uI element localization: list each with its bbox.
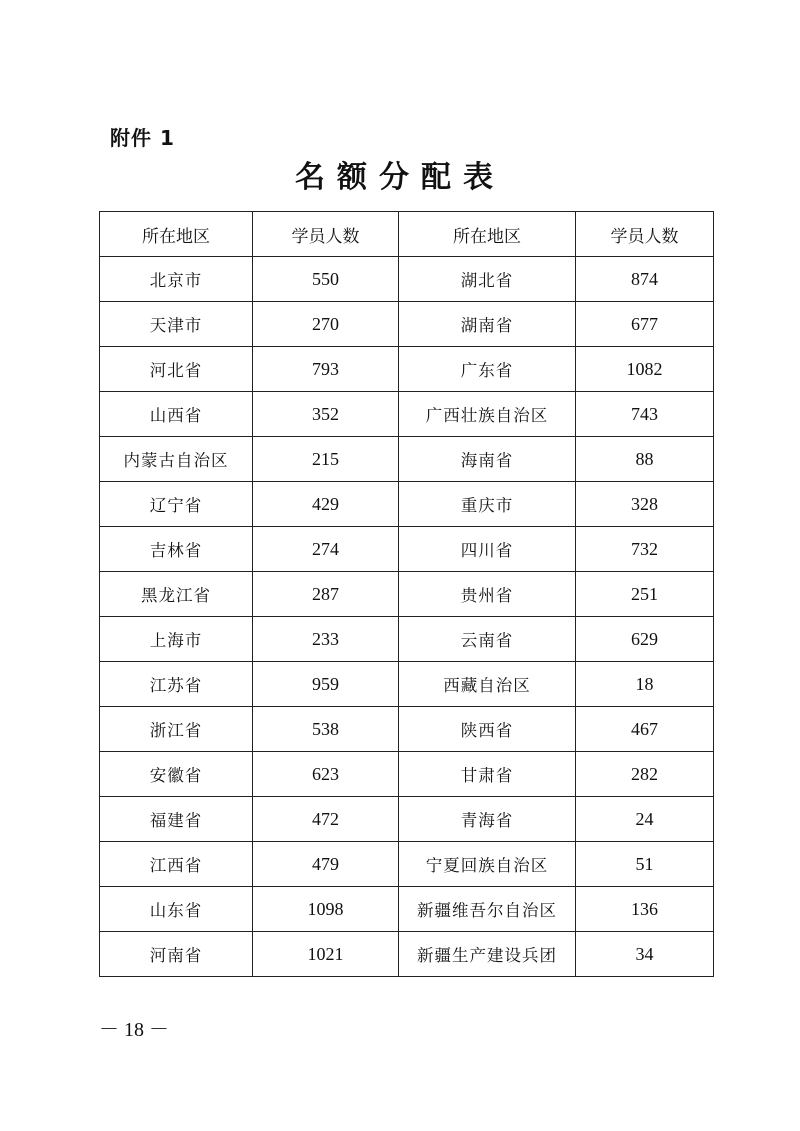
header-count-right: 学员人数 — [576, 212, 714, 257]
cell-region-left: 天津市 — [100, 302, 253, 347]
document-title: 名额分配表 — [295, 160, 505, 195]
cell-count-left: 959 — [253, 662, 399, 707]
header-region-left: 所在地区 — [100, 212, 253, 257]
cell-region-left: 黑龙江省 — [100, 572, 253, 617]
cell-region-left: 福建省 — [100, 797, 253, 842]
cell-count-left: 270 — [253, 302, 399, 347]
cell-region-right: 新疆维吾尔自治区 — [399, 887, 576, 932]
cell-count-right: 732 — [576, 527, 714, 572]
cell-region-left: 河南省 — [100, 932, 253, 977]
cell-count-right: 874 — [576, 257, 714, 302]
table-row — [100, 482, 714, 527]
table-row — [100, 887, 714, 932]
table-row — [100, 707, 714, 752]
table-row — [100, 617, 714, 662]
table-header-row — [100, 212, 714, 257]
cell-count-right: 51 — [576, 842, 714, 887]
cell-count-right: 743 — [576, 392, 714, 437]
cell-count-right: 282 — [576, 752, 714, 797]
cell-count-left: 233 — [253, 617, 399, 662]
cell-region-left: 浙江省 — [100, 707, 253, 752]
table-row — [100, 437, 714, 482]
cell-region-left: 安徽省 — [100, 752, 253, 797]
cell-region-left: 山西省 — [100, 392, 253, 437]
cell-region-left: 北京市 — [100, 257, 253, 302]
cell-region-right: 湖北省 — [399, 257, 576, 302]
cell-region-right: 湖南省 — [399, 302, 576, 347]
cell-region-right: 海南省 — [399, 437, 576, 482]
cell-region-right: 陕西省 — [399, 707, 576, 752]
header-count-left: 学员人数 — [253, 212, 399, 257]
cell-count-right: 34 — [576, 932, 714, 977]
cell-count-right: 328 — [576, 482, 714, 527]
cell-region-right: 青海省 — [399, 797, 576, 842]
cell-count-left: 287 — [253, 572, 399, 617]
cell-count-left: 1021 — [253, 932, 399, 977]
cell-region-right: 四川省 — [399, 527, 576, 572]
cell-region-left: 江苏省 — [100, 662, 253, 707]
cell-region-right: 广东省 — [399, 347, 576, 392]
cell-count-left: 1098 — [253, 887, 399, 932]
header-region-right: 所在地区 — [399, 212, 576, 257]
table-row — [100, 257, 714, 302]
table-row — [100, 527, 714, 572]
cell-count-left: 793 — [253, 347, 399, 392]
cell-count-left: 274 — [253, 527, 399, 572]
cell-count-right: 1082 — [576, 347, 714, 392]
cell-count-left: 352 — [253, 392, 399, 437]
cell-region-left: 内蒙古自治区 — [100, 437, 253, 482]
table-row — [100, 797, 714, 842]
quota-allocation-table — [99, 211, 714, 977]
cell-count-right: 677 — [576, 302, 714, 347]
cell-count-left: 429 — [253, 482, 399, 527]
cell-region-left: 吉林省 — [100, 527, 253, 572]
cell-region-right: 宁夏回族自治区 — [399, 842, 576, 887]
cell-region-left: 上海市 — [100, 617, 253, 662]
cell-count-left: 550 — [253, 257, 399, 302]
cell-region-right: 西藏自治区 — [399, 662, 576, 707]
cell-count-left: 538 — [253, 707, 399, 752]
cell-region-right: 贵州省 — [399, 572, 576, 617]
table-body — [100, 257, 714, 977]
table-row — [100, 572, 714, 617]
cell-region-right: 新疆生产建设兵团 — [399, 932, 576, 977]
cell-count-right: 18 — [576, 662, 714, 707]
cell-region-left: 山东省 — [100, 887, 253, 932]
table-row — [100, 932, 714, 977]
table-row — [100, 392, 714, 437]
table-row — [100, 842, 714, 887]
cell-count-right: 24 — [576, 797, 714, 842]
cell-count-left: 479 — [253, 842, 399, 887]
cell-count-right: 467 — [576, 707, 714, 752]
table-row — [100, 347, 714, 392]
cell-region-right: 广西壮族自治区 — [399, 392, 576, 437]
cell-count-right: 251 — [576, 572, 714, 617]
cell-region-right: 云南省 — [399, 617, 576, 662]
cell-region-right: 重庆市 — [399, 482, 576, 527]
cell-region-left: 河北省 — [100, 347, 253, 392]
cell-count-right: 136 — [576, 887, 714, 932]
page-number: － 18 － — [99, 1019, 169, 1041]
cell-region-right: 甘肃省 — [399, 752, 576, 797]
cell-count-left: 472 — [253, 797, 399, 842]
cell-region-left: 江西省 — [100, 842, 253, 887]
cell-count-left: 623 — [253, 752, 399, 797]
cell-count-right: 629 — [576, 617, 714, 662]
table-row — [100, 302, 714, 347]
cell-count-left: 215 — [253, 437, 399, 482]
table-row — [100, 752, 714, 797]
table-row — [100, 662, 714, 707]
cell-count-right: 88 — [576, 437, 714, 482]
attachment-label: 附件 1 — [110, 126, 175, 150]
cell-region-left: 辽宁省 — [100, 482, 253, 527]
